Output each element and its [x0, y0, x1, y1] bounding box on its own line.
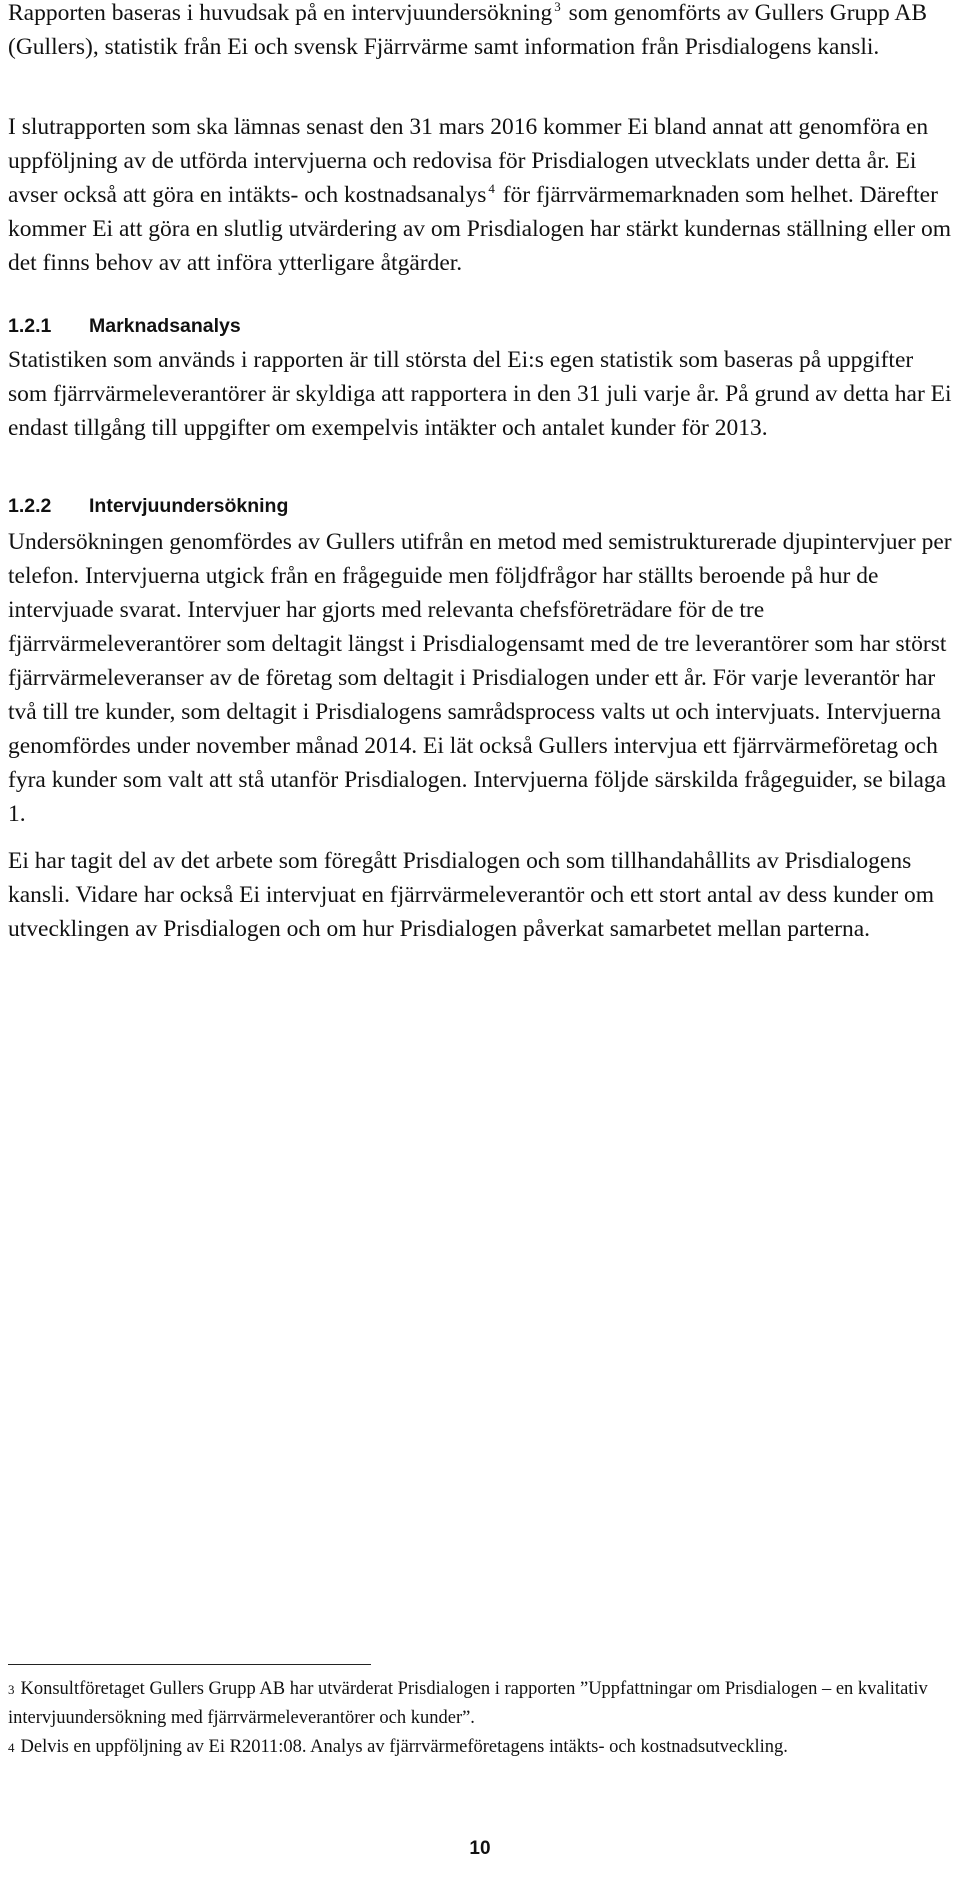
footnote-4: [8, 1733, 958, 1762]
footnote-3: [8, 1675, 958, 1733]
footnote-text: Delvis en uppföljning av Ei R2011:08. Analys av fjärrvärmeföretagens intäkts- och kostnadsutveckling.: [20, 1737, 788, 1757]
marknadsanalys-paragraph: Statistiken som används i rapporten är till största del Ei:s egen statistik som baseras på uppgifter som fjärrvärmeleverantörer är skyldiga att rapportera in den 31 juli varje år. På grund av detta har Ei endast tillgång till uppgifter om exempelvis intäkter och antalet kunder för 2013.: [8, 347, 952, 441]
section-title: Marknadsanalys: [89, 315, 241, 337]
final-report-text-b: för fjärrvärmemarknaden som helhet. Därefter kommer Ei att göra en slutlig utvärdering av om Prisdialogen har stärkt kundernas ställning eller om det finns behov av att införa ytterligare åtgärder.: [8, 182, 952, 276]
section-number: 1.2.1: [8, 315, 52, 337]
footnote-text: Konsultföretaget Gullers Grupp AB har utvärderat Prisdialogen i rapporten ”Uppfattningar om Prisdialogen – en kvalitativ intervjuundersökning med fjärrvärmeleverantörer och kunder”.: [8, 1679, 928, 1728]
intervjuundersokning-paragraph: Undersökningen genomfördes av Gullers utifrån en metod med semistrukturerade djupintervjuer per telefon. Intervjuerna utgick från en frågeguide men följdfrågor har ställts beroende på hur de intervjuade svarat. Intervjuer har gjorts med relevanta chefsföreträdare för de tre fjärrvärmeleverantörer som deltagit längst i Prisdialogensamt med de tre leverantörer som har störst fjärrvärmeleveranser av de företag som deltagit i Prisdialogen under ett år. För varje leverantör har två till tre kunder, som deltagit i Prisdialogens samrådsprocess valts ut och intervjuats. Intervjuerna genomfördes under november månad 2014. Ei lät också Gullers intervjua ett fjärrvärmeföretag och fyra kunder som valt att stå utanför Prisdialogen. Intervjuerna följde särskilda frågeguider, se bilaga 1.: [8, 529, 952, 827]
intro-text-a: Rapporten baseras i huvudsak på en intervjuundersökning: [8, 0, 553, 26]
final-report-text-a: I slutrapporten som ska lämnas senast den 31 mars 2016 kommer Ei bland annat att genomföra en uppföljning av de utförda intervjuerna och redovisa för Prisdialogen utvecklats under detta år. Ei avser också att göra en intäkts- och kostnadsanalys: [8, 114, 929, 208]
footnote-ref-3[interactable]: 3: [554, 0, 561, 15]
page-number: 10: [469, 1838, 491, 1859]
section-number: 1.2.2: [8, 495, 52, 517]
section-title: Intervjuundersökning: [89, 495, 289, 517]
intro-text-b: som genomförts av Gullers Grupp AB (Gullers), statistik från Ei och svensk Fjärrvärme samt information från Prisdialogens kansli.: [8, 0, 928, 60]
intro-paragraph: [8, 0, 953, 64]
footnote-mark: 4: [8, 1740, 15, 1755]
section-heading-marknadsanalys: [8, 315, 241, 338]
section-heading-intervjuundersokning: [8, 495, 288, 518]
footnote-separator: [8, 1664, 371, 1665]
footnote-ref-4[interactable]: 4: [488, 181, 495, 197]
footnote-mark: 3: [8, 1682, 15, 1697]
ei-work-paragraph: Ei har tagit del av det arbete som föregått Prisdialogen och som tillhandahållits av Prisdialogens kansli. Vidare har också Ei intervjuat en fjärrvärmeleverantör och ett stort antal av dess kunder om utvecklingen av Prisdialogen och om hur Prisdialogen påverkat samarbetet mellan parterna.: [8, 848, 935, 942]
final-report-paragraph: [8, 110, 953, 280]
